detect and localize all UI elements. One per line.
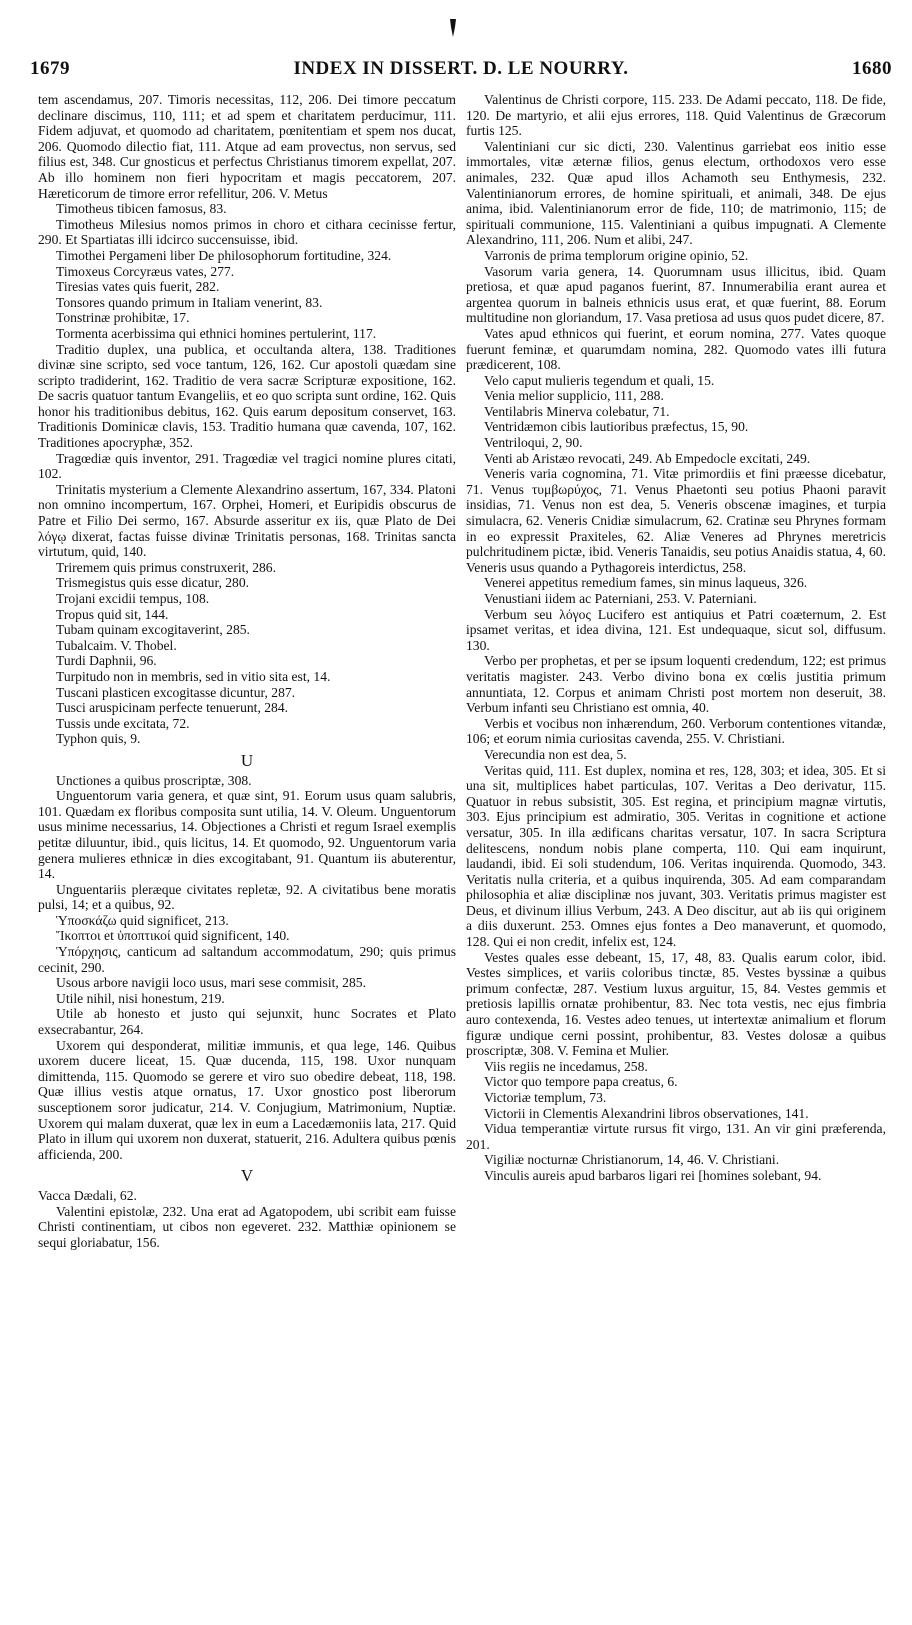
index-entry: Valentinus de Christi corpore, 115. 233. De Adami peccato, 118. De fide, 120. De martyrio, et alii ejus errores, 118. Quid Valentinus de Græcorum furtis 125. [466,92,886,139]
index-entry: Vidua temperantiæ virtute rursus fit virgo, 131. An vir gini præferenda, 201. [466,1121,886,1152]
index-entry: Vigiliæ nocturnæ Christianorum, 14, 46. V. Christiani. [484,1152,780,1168]
index-entry: Vasorum varia genera, 14. Quorumnam usus illicitus, ibid. Quam pretiosa, et quæ apud paganos fuerint, 87. Innumerabilia erant aurea et argentea quorum in balneis ethnicis usus erat, et quæ fuerint, 88. Eorum multitudine non gloriandum, 17. Vasa pretiosa ad usus quos pudet dicere, 87. [466,263,886,326]
running-title: INDEX IN DISSERT. D. LE NOURRY. [293,58,629,79]
index-entry: Venustiani iidem ac Paterniani, 253. V. Paterniani. [484,591,757,606]
index-entry: Trismegistus quis esse dicatur, 280. [56,575,250,591]
index-entry: Traditio duplex, una publica, et occultanda altera, 138. Traditiones divinæ sine scripto, sed voce tantum, 126, 162. Cur apostoli quædam sine scripto tradiderint, 162. Traditio de vera sacræ Scripturæ expositione, 162. De sacris quatuor tantum Evangeliis, et eo quo scripta sunt ordine, 162. Quis honor his traditionibus debitus, 162. Quis earum depositum conservet, 163. Traditionis Dominicæ clavis, 153. Traditio humana quæ cavenda, 107, 162. Traditiones apocryphæ, 352. [38,341,456,451]
index-entry: Utile nihil, nisi honestum, 219. [56,990,225,1006]
index-entry: Timoxeus Corcyræus vates, 277. [56,263,235,279]
index-entry: Tonsores quando primum in Italiam venerint, 83. [56,294,323,310]
index-entry: Valentiniani cur sic dicti, 230. Valentinus garriebat eos initio esse immortales, vitæ æternæ filios, genus electum, orthodoxos vero esse animales, 232. Quæ apud illos Achamoth seu Enthymesis, 232. Valentinianorum errores, de homine spirituali, et animali, 348. De ejus anima, ibid. Valentinianorum error de fide, 110; de matrimonio, 115; de spirituali communione, 115. Valentiniani a quibus impugnati. A Clemente Alexandrino, 111, 206. Num et alibi, 247. [466,138,886,248]
index-entry: Uxorem qui desponderat, militiæ immunis, et qua lege, 146. Quibus uxorem ducere liceat, 15. Quæ ducenda, 115, 198. Uxor nunquam dimittenda, 115. Quomodo se gerere et viro suo obedire debeat, 118, 198. Quæ illius vestis atque ornatus, 17. Uxor gnostico post liberorum susceptionem soror judicatur, 214. V. Conjugium, Matrimonium, Nuptiæ. Uxorem qui malam duxerat, quæ lex in eum a Lacedæmoniis lata, 217. Quid Plato in illum qui uxorem non duxerat, statuerit, 216. Adultera quibus pœnis afficienda, 200. [38,1037,456,1162]
index-entry: Trojani excidii tempus, 108. [56,591,210,606]
index-entry: Victor quo tempore papa creatus, 6. [484,1074,678,1090]
page-number-right: 1680 [852,58,892,79]
index-entry: Typhon quis, 9. [56,731,141,747]
index-entry: Triremem quis primus construxerit, 286. [56,559,277,575]
index-entry: Tuscani plasticen excogitasse dicuntur, 287. [56,684,296,700]
index-entry: Vinculis aureis apud barbaros ligari rei [homines solebant, 94. [484,1167,822,1183]
index-entry: Valentini epistolæ, 232. Una erat ad Agatopodem, ubi scribit eam fuisse Christi continentiam, ut cibos non egeveret. 232. Matthiæ opinionem se sequi gloriabatur, 156. [38,1203,456,1250]
index-entry: Tropus quid sit, 144. [56,606,169,622]
index-entry: Ventridæmon cibis lautioribus præfectus, 15, 90. [484,419,749,435]
index-entry: Victoriæ templum, 73. [484,1090,607,1105]
index-entry: Verbum seu λόγος Lucifero est antiquius et Patri coæternum, 2. Est ipsamet veritas, et idea divina, 121. Est undequaque, sicut sol, diffusum. 130. [466,606,886,653]
index-entry: Usous arbore navigii loco usus, mari sese commisit, 285. [56,975,366,991]
index-entry: Ἴκοπτοι et ὑποπτικοί quid significent, 140. [56,928,290,944]
index-entry: Verbo per prophetas, et per se ipsum loquenti credendum, 122; est primus veritatis magister. 243. Verbo divino bona ex cœlis justitia primum annuntiata, 12. Corpus et animam Christi post mortem non deseruit, 38. Verbum infanti seu Christiano est omnia, 40. [466,653,886,716]
index-entry: Ventilabris Minerva colebatur, 71. [484,403,670,419]
index-entry: tem ascendamus, 207. Timoris necessitas, 112, 206. Dei timore peccatum declinare discimus, 110, 111; et ad spem et charitatem perducimur, 111. Fidem adjuvat, et quomodo ad charitatem, pœnitentiam et spem nos ducat, 206. Quomodo dilectio fiat, 111. Atque ad eam provectus, non servus, sed filius est, 348. Cur gnosticus et perfectus Christianus timorem expellat, 207. Ab illo hominem non fieri hypocritam et magis peccatorem, 207. Hæreticorum de timore error refellitur, 206. V. Metus [38,92,456,201]
index-entry: Unctiones a quibus proscriptæ, 308. [56,772,252,788]
index-entry: Verecundia non est dea, 5. [484,746,627,762]
index-entry: Timotheus Milesius nomos primos in choro et cithara cecinisse fertur, 290. Et Spartiatas illi idcirco succensuisse, ibid. [38,216,456,248]
index-entry: Venti ab Aristæo revocati, 249. Ab Empedocle excitati, 249. [484,450,811,466]
index-entry: Tormenta acerbissima qui ethnici homines pertulerint, 117. [56,325,377,341]
index-entry: Timothei Pergameni liber De philosophorum fortitudine, 324. [56,247,392,263]
index-entry: Venia melior supplicio, 111, 288. [484,388,664,404]
index-entry: Tubalcaim. V. Thobel. [56,637,177,653]
section-letter-heading: U [240,750,254,770]
index-entry: Utile ab honesto et justo qui sejunxit, hunc Socrates et Plato exsecrabantur, 264. [38,1006,456,1038]
index-entry: Tiresias vates quis fuerit, 282. [56,279,220,295]
index-entry: Tubam quinam excogitaverint, 285. [56,622,250,638]
index-entry: Velo caput mulieris tegendum et quali, 15. [484,372,715,388]
index-entry: Trinitatis mysterium a Clemente Alexandrino assertum, 167, 334. Platoni non omnino incompertum, 167. Orphei, Homeri, et Euripidis obscurus de Patre et Filio Dei sermo, 167. Absurde asseritur ex iis, quæ Plato de Dei λόγῳ dixerat, factas fuisse divinæ Trinitatis personas, 168. Trinitas sancta virtutum, quid, 140. [38,481,456,560]
index-entry: Vacca Dædali, 62. [38,1187,137,1203]
index-entry: Varronis de prima templorum origine opinio, 52. [484,247,749,263]
index-entry: Venerei appetitus remedium fames, sin minus laqueus, 326. [484,575,808,591]
index-entry: Ventriloqui, 2, 90. [484,435,583,451]
index-entry: Tragœdiæ quis inventor, 291. Tragœdiæ vel tragici nomine plures citati, 102. [38,450,456,482]
page-number-left: 1679 [30,58,70,79]
index-entry: Veritas quid, 111. Est duplex, nomina et res, 128, 303; et idea, 305. Et si una sit, multiplices habet particulas, 107. Veritas a Deo derivatur, 115. Quatuor in rebus subsistit, 305. Est regina, et principium magnæ virtutis, 303. Ejus principium est admiratio, 305. Veritas in cognitione et actione versatur, 305. In illa ædificans charitas versatur, 107. In sacra Scriptura delitescens, nondum nobis plane comperta, 110. Qui eam inquirunt, laudandi, ibid. Ei soli studendum, 106. Veritas inquirenda. Quomodo, 343. Veritatis nulla criteria, et a quibus inquirenda, 305. Ad eam comparandam philosophia et aliæ disciplinæ nos juvant, 303. Veritatis primus magister est Deus, et divinum illius Verbum, 243. A Deo discitur, aut ab iis qui originem a diis duxerunt. 253. Omnes ejus fontes a Deo manaverunt, et quomodo, 128. Qui ei non credit, infelix est, 124. [466,762,886,950]
printer-mark-icon [448,18,458,38]
index-entry: Verbis et vocibus non inhærendum, 260. Verborum contentiones vitandæ, 106; et eorum nimia curiositas cavenda, 255. V. Christiani. [466,715,886,747]
index-entry: Timotheus tibicen famosus, 83. [56,201,227,217]
index-entry: Veneris varia cognomina, 71. Vitæ primordiis et fini præesse dicebatur, 71. Venus τυμβωρύχος, 71. Venus Phaetonti seu potius Phaoni paravit insidias, 71. Venus non est dea, 5. Veneris obscenæ imagines, et turpia simulacra, 62. Veneris Cnidiæ simulacrum, 62. Cratinæ seu Phrynes formam in eo expressit Praxiteles, 62. Aliæ Veneres ad Phrynes meretricis pulchritudinem pictæ, ibid. Veneris Tanaidis, seu potius Anaidis statua, 4, 60. Veneris usus quando a Pythagoreis interdictus, 258. [466,466,886,575]
section-letter-heading: V [240,1166,254,1186]
index-entry: Unguentorum varia genera, et quæ sint, 91. Eorum usus quam salubris, 101. Quædam ex floribus composita sunt utilia, 14. V. Oleum. Unguentorum usus minime necessarius, 14. Objectiones a Christi et regum Israel exemplis petitæ diluuntur, ibid., quis licitus, 14. Et quomodo, 92. Unguentorum varia genera mulieres ethnicæ in dies excogitabant, 91. Quantum iis abuterentur, 14. [38,788,456,882]
index-entry: Vates apud ethnicos qui fuerint, et eorum nomina, 277. Vates quoque fuerunt feminæ, et quarumdam nomina, 282. Quomodo vates illi futura prædicerent, 108. [466,325,886,373]
index-entry: Unguentariis pleræque civitates repletæ, 92. A civitatibus bene moratis pulsi, 14; et a quibus, 92. [38,881,456,913]
index-entry: Victorii in Clementis Alexandrini libros observationes, 141. [484,1105,809,1121]
page-header [30,58,892,84]
index-entry: Turdi Daphnii, 96. [56,653,157,669]
index-entry: Ὑπόρχησις, canticum ad saltandum accommodatum, 290; quis primus cecinit, 290. [38,944,456,975]
index-entry: Tussis unde excitata, 72. [56,715,190,731]
index-entry: Tusci aruspicinam perfecte tenuerunt, 284. [56,700,289,716]
index-entry: Ὑποσκάζω quid significet, 213. [56,912,229,928]
index-entry: Vestes quales esse debeant, 15, 17, 48, 83. Qualis earum color, ibid. Vestes simplices, et variis coloribus tinctæ, 85. Vestes byssinæ a quibus primum confectæ, 287. Vestium luxus arguitur, 15, 84. Vestes gemmis et pretiosis lapillis ornatæ prohibentur, 83. Nec tota vestis, nec ejus fimbria auro contexenda, 16. Vestes adeo tenues, ut intertextæ animalium et florum figuræ undique cerni possint, prohibentur, 83. Vestes dolosæ a quibus proscriptæ, 308. V. Femina et Mulier. [466,949,886,1059]
index-entry: Tonstrinæ prohibitæ, 17. [56,310,190,326]
left-column [38,92,456,1250]
index-entry: Turpitudo non in membris, sed in vitio sita est, 14. [56,668,331,684]
right-column [466,92,886,1184]
index-entry: Viis regiis ne incedamus, 258. [484,1058,648,1074]
